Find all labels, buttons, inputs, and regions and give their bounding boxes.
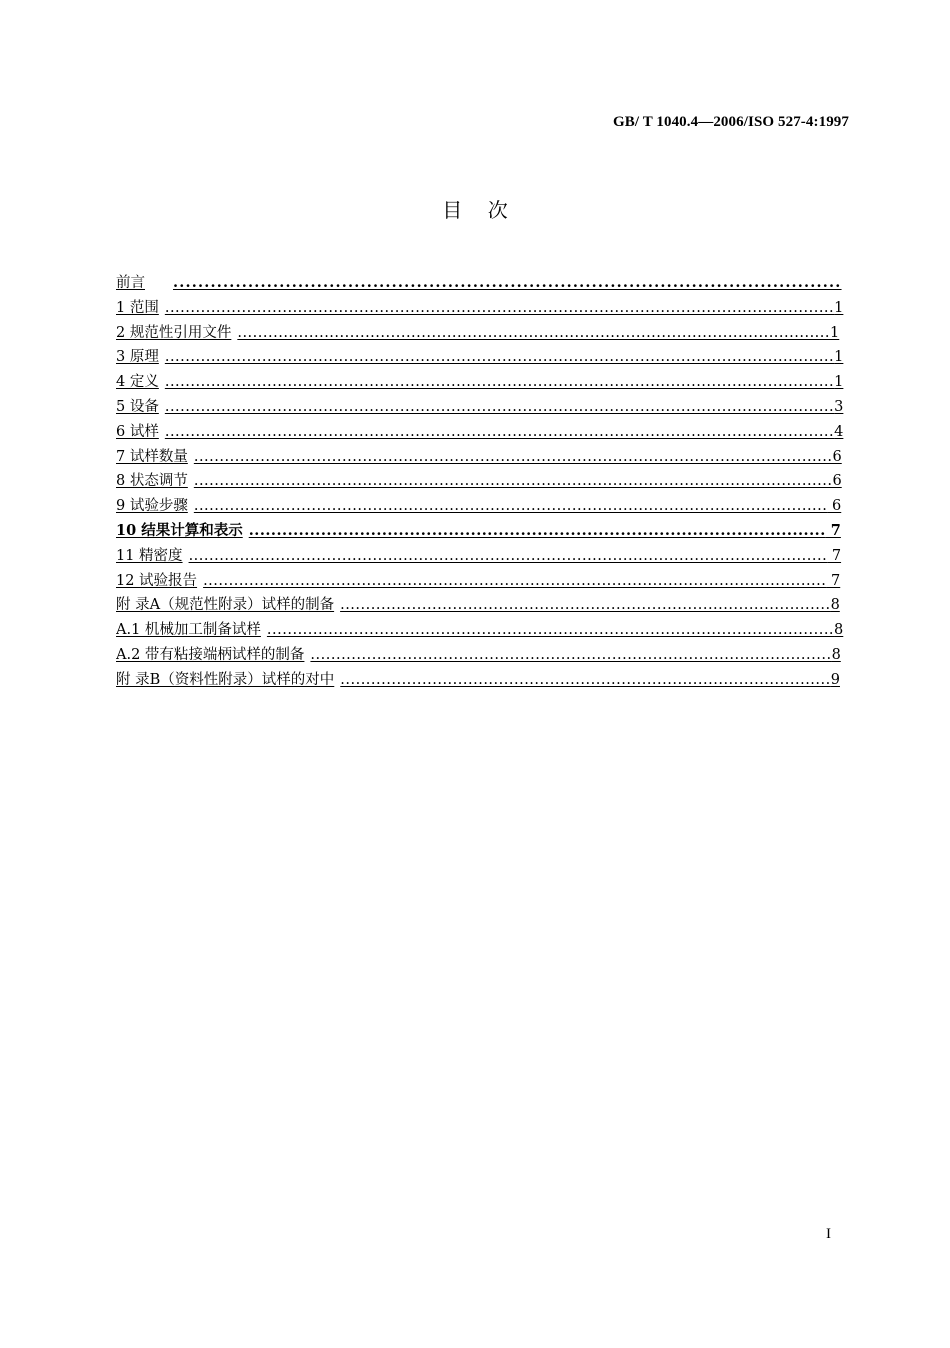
page-number: I <box>826 1226 831 1242</box>
toc-entry-8[interactable] <box>116 470 848 495</box>
toc-entry-label: A.1 机械加工制备试样 <box>116 622 261 639</box>
toc-entry-page: 4 <box>834 423 844 440</box>
toc-dot-leader: ........................................................................................................ <box>248 521 826 539</box>
toc-dot-leader: ........................................................................................................... <box>173 274 842 291</box>
standard-code: GB/ T 1040.4—2006/ISO 527-4:1997 <box>612 114 849 130</box>
toc-entry-11[interactable] <box>116 545 848 570</box>
toc-entry-page: 7 <box>825 521 841 539</box>
toc-entry-annex-a[interactable] <box>116 594 848 619</box>
toc-entry-page: 8 <box>834 622 844 639</box>
toc-entry-page: 7 <box>826 572 841 589</box>
toc-entry-page: 1 <box>834 299 844 316</box>
toc-dot-leader: ................................................................................................ <box>340 597 831 614</box>
toc-entry-page: 3 <box>834 398 844 415</box>
toc-entry-label: 1 范围 <box>116 299 159 316</box>
toc-dot-leader: ................................................................................................................................... <box>164 398 835 415</box>
toc-entry-a2[interactable] <box>116 644 848 669</box>
toc-entry-label: A.2 带有粘接端柄试样的制备 <box>116 646 305 663</box>
toc-entry-label: 7 试样数量 <box>116 448 188 465</box>
toc-entry-5[interactable] <box>116 396 848 421</box>
table-of-contents <box>116 272 848 694</box>
toc-entry-4[interactable] <box>116 371 848 396</box>
toc-entry-foreword[interactable] <box>116 272 848 297</box>
toc-entry-label: 11 精密度 <box>116 547 183 564</box>
toc-entry-label: 6 试样 <box>116 423 159 440</box>
toc-entry-page: 9 <box>830 671 840 688</box>
toc-dot-leader: ...................................................................................................... <box>310 646 832 663</box>
toc-entry-page: 1 <box>834 349 844 366</box>
toc-entry-label: 前言 <box>116 275 145 291</box>
toc-entry-a1[interactable] <box>116 619 848 644</box>
toc-entry-label: 4 定义 <box>116 374 159 391</box>
toc-dot-leader: ................................................................................................................................... <box>164 374 835 391</box>
toc-dot-leader: ................................................................................................................................... <box>164 423 835 440</box>
toc-entry-7[interactable] <box>116 446 848 471</box>
toc-entry-label: 附 录B（资料性附录）试样的对中 <box>116 671 335 688</box>
toc-entry-label: 3 原理 <box>116 349 159 366</box>
toc-entry-2[interactable] <box>116 322 848 347</box>
toc-entry-label: 附 录A（规范性附录）试样的制备 <box>116 597 335 614</box>
toc-entry-label: 5 设备 <box>116 398 159 415</box>
toc-dot-leader: ................................................................................................................................... <box>164 299 835 316</box>
toc-entry-3[interactable] <box>116 346 848 371</box>
toc-dot-leader: ............................................................................................................................. <box>188 547 828 564</box>
toc-dot-leader: ............................................................................................................... <box>266 622 835 639</box>
toc-dot-leader: ............................................................................................................................ <box>193 498 828 515</box>
toc-entry-9[interactable] <box>116 495 848 520</box>
toc-entry-10[interactable] <box>116 520 848 545</box>
toc-entry-page: 8 <box>830 597 840 614</box>
toc-dot-leader: ................................................................................................ <box>340 671 831 688</box>
toc-dot-leader: ............................................................................................................................. <box>193 448 833 465</box>
toc-entry-12[interactable] <box>116 570 848 595</box>
toc-dot-leader: .................................................................................................................... <box>237 324 831 341</box>
toc-entry-label: 12 试验报告 <box>116 572 198 589</box>
toc-entry-page: 6 <box>832 448 842 465</box>
toc-entry-page: 1 <box>834 374 844 391</box>
toc-entry-label: 10 结果计算和表示 <box>116 521 243 539</box>
toc-entry-page: 8 <box>831 646 841 663</box>
toc-entry-annex-b[interactable] <box>116 669 848 694</box>
toc-entry-6[interactable] <box>116 421 848 446</box>
toc-entry-label: 2 规范性引用文件 <box>116 324 232 341</box>
toc-entry-1[interactable] <box>116 297 848 322</box>
toc-dot-leader: ............................................................................................................................. <box>193 473 833 490</box>
toc-entry-page: 7 <box>827 547 842 564</box>
toc-dot-leader: ................................................................................................................................... <box>164 349 835 366</box>
toc-entry-label: 9 试验步骤 <box>116 498 188 515</box>
toc-entry-label: 8 状态调节 <box>116 473 188 490</box>
toc-entry-page: 6 <box>827 498 842 515</box>
toc-dot-leader: .......................................................................................................................... <box>203 572 827 589</box>
toc-entry-page: 6 <box>832 473 842 490</box>
toc-entry-page: 1 <box>830 324 840 341</box>
toc-title: 目 次 <box>442 198 508 222</box>
